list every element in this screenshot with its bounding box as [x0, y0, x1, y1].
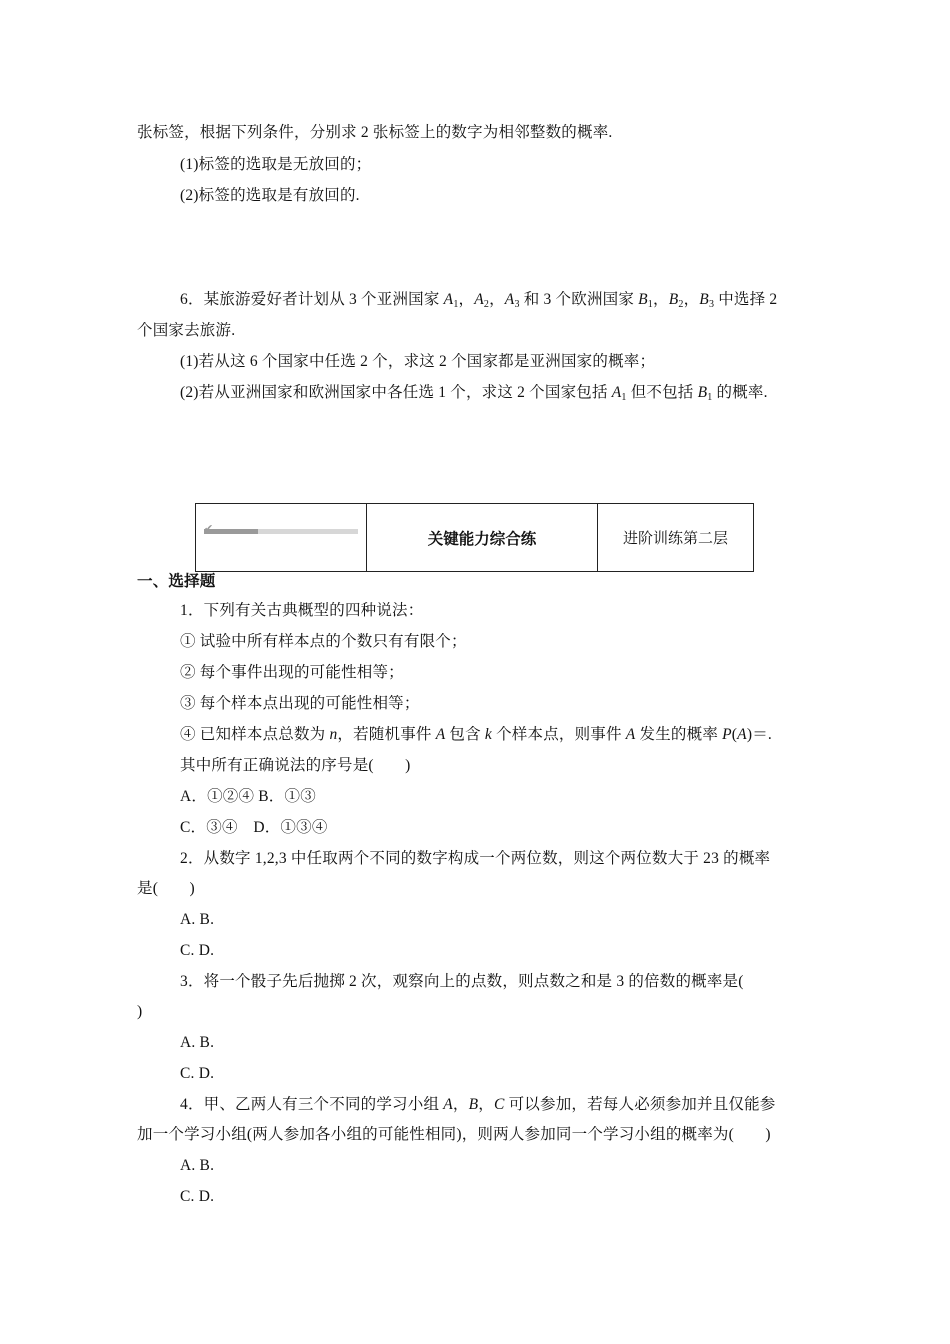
banner-progress-cell [196, 504, 367, 571]
section-heading: 一、选择题 [137, 573, 216, 590]
q1-statement-3: ③ 每个样本点出现的可能性相等； [180, 695, 420, 712]
q1-options-cd: C．③④ D．①③④ [180, 819, 328, 836]
banner-title: 关键能力综合练 [367, 504, 598, 571]
q4-stem-line1: 4．甲、乙两人有三个不同的学习小组 A，B，C 可以参加，若每人必须参加并且仅能参 [180, 1096, 776, 1113]
q1-stem: 1．下列有关古典概型的四种说法： [180, 602, 424, 619]
problem6-part1: (1)若从这 6 个国家中任选 2 个，求这 2 个国家都是亚洲国家的概率； [180, 353, 656, 370]
q3-stem-line2: ) [137, 1003, 143, 1020]
q4-stem-line2: 加一个学习小组(两人参加各小组的可能性相同)，则两人参加同一个学习小组的概率为( ) [137, 1126, 771, 1143]
q2-stem-line1: 2．从数字 1,2,3 中任取两个不同的数字构成一个两位数，则这个两位数大于 23 的概率 [180, 850, 771, 867]
section-banner [195, 503, 754, 572]
problem5-part1: (1)标签的选取是无放回的； [180, 156, 372, 173]
q1-statement-2: ② 每个事件出现的可能性相等； [180, 664, 404, 681]
q4-options-cd: C. D. [180, 1188, 215, 1205]
q2-options-ab: A. B. [180, 911, 215, 928]
q1-options-ab: A．①②④ B．①③ [180, 788, 316, 805]
problem6-line1: 6．某旅游爱好者计划从 3 个亚洲国家 $A_1$，$A_2$，$A_3$ 和 3 个欧洲国家 $B_1$，$B_2$，$B_3$ 中选择 2 [180, 291, 778, 310]
q3-stem-line1: 3．将一个骰子先后抛掷 2 次，观察向上的点数，则点数之和是 3 的倍数的概率是( [180, 973, 744, 990]
q1-ask: 其中所有正确说法的序号是( ) [180, 757, 411, 774]
problem6-part2: (2)若从亚洲国家和欧洲国家中各任选 1 个，求这 2 个国家包括 $A_1$ 但不包括 $B_1$ 的概率. [180, 384, 768, 403]
banner-level: 进阶训练第二层 [622, 529, 728, 547]
problem5-part2: (2)标签的选取是有放回的. [180, 187, 360, 204]
q3-options-ab: A. B. [180, 1034, 215, 1051]
q4-options-ab: A. B. [180, 1157, 215, 1174]
q2-options-cd: C. D. [180, 942, 215, 959]
q3-options-cd: C. D. [180, 1065, 215, 1082]
q1-statement-4: ④ 已知样本点总数为 n，若随机事件 A 包含 k 个样本点，则事件 A 发生的概率 P(A)＝. [180, 726, 772, 743]
q2-stem-line2: 是( ) [137, 880, 195, 897]
problem5-line1: 张标签，根据下列条件，分别求 2 张标签上的数字为相邻整数的概率. [137, 124, 613, 141]
progress-bar [204, 529, 358, 534]
q1-statement-1: ① 试验中所有样本点的个数只有有限个； [180, 633, 467, 650]
problem6-line2: 个国家去旅游. [137, 322, 236, 339]
progress-bar-fill [204, 529, 258, 534]
